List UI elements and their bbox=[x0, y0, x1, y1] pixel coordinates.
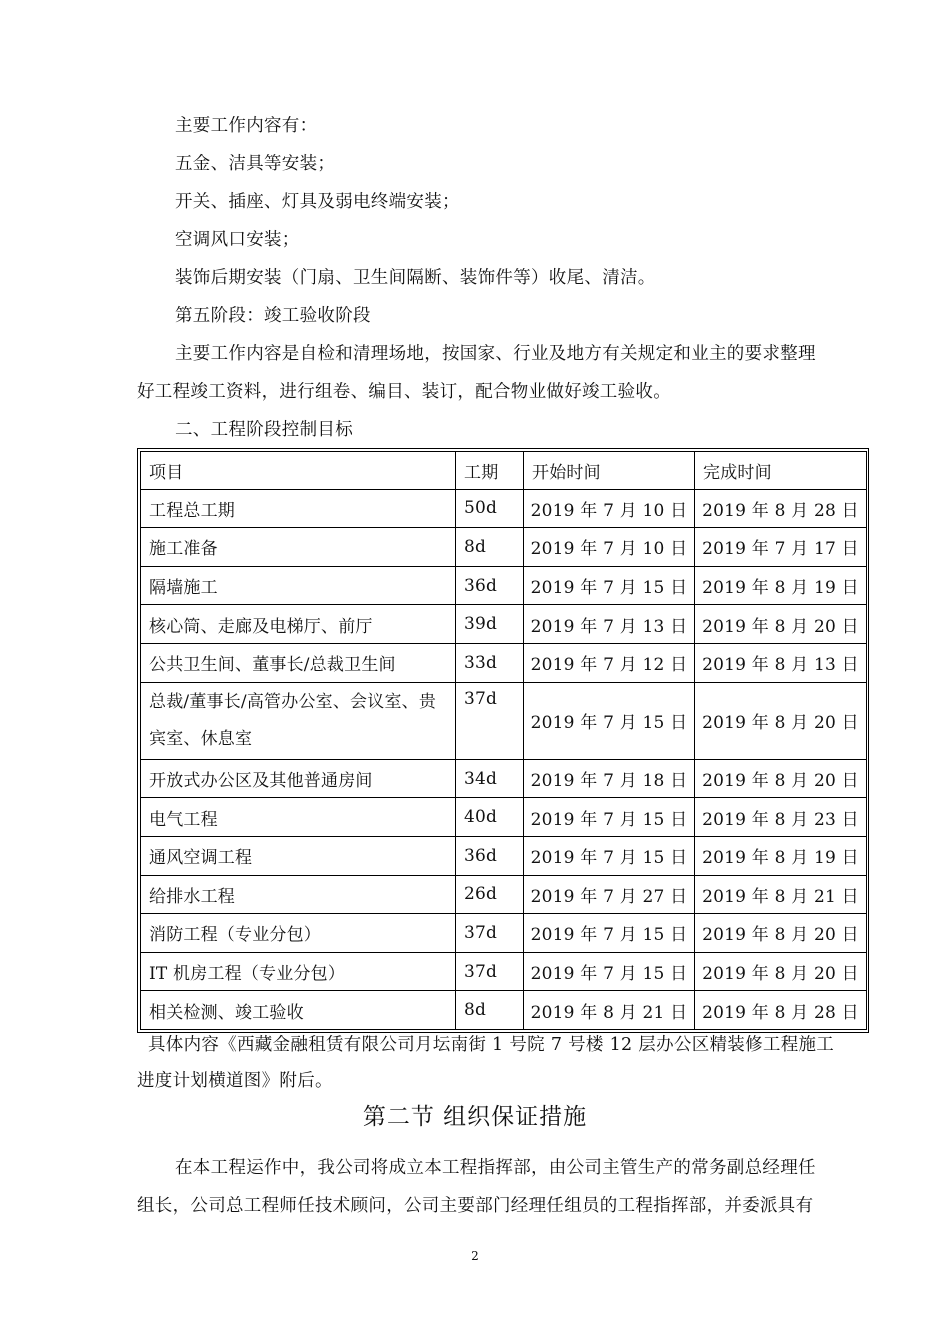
table-cell: 2019 年 8 月 20 日 bbox=[695, 914, 867, 953]
table-row bbox=[141, 991, 867, 1030]
table-cell: 工程总工期 bbox=[141, 489, 456, 528]
table-cell: 2019 年 8 月 23 日 bbox=[695, 798, 867, 837]
table-cell: 50d bbox=[456, 489, 524, 528]
paragraph-5: 装饰后期安装（门扇、卫生间隔断、装饰件等）收尾、清洁。 bbox=[175, 268, 656, 288]
table-cell: 2019 年 7 月 27 日 bbox=[524, 875, 695, 914]
table-cell: 核心筒、走廊及电梯厅、前厅 bbox=[141, 605, 456, 644]
table-cell: 2019 年 7 月 15 日 bbox=[524, 566, 695, 605]
table-cell: 40d bbox=[456, 798, 524, 837]
table-cell: 2019 年 8 月 20 日 bbox=[695, 605, 867, 644]
table-cell: 2019 年 8 月 20 日 bbox=[695, 952, 867, 991]
table-cell: 8d bbox=[456, 528, 524, 567]
table-cell: 隔墙施工 bbox=[141, 566, 456, 605]
table-row bbox=[141, 759, 867, 798]
header-cell-duration: 工期 bbox=[456, 452, 524, 490]
table-cell: 相关检测、竣工验收 bbox=[141, 991, 456, 1030]
table-row bbox=[141, 566, 867, 605]
table-cell: 37d bbox=[456, 914, 524, 953]
table-cell: 2019 年 7 月 18 日 bbox=[524, 759, 695, 798]
table-row bbox=[141, 489, 867, 528]
table-cell: 36d bbox=[456, 836, 524, 875]
header-cell-project: 项目 bbox=[141, 452, 456, 490]
paragraph-6: 第五阶段：竣工验收阶段 bbox=[175, 306, 371, 326]
table-row bbox=[141, 836, 867, 875]
table-cell: 39d bbox=[456, 605, 524, 644]
paragraph-2: 五金、洁具等安装； bbox=[175, 154, 336, 174]
table-row bbox=[141, 798, 867, 837]
paragraph-3: 开关、插座、灯具及弱电终端安装； bbox=[175, 192, 460, 212]
table-cell: 2019 年 7 月 12 日 bbox=[524, 643, 695, 682]
schedule-table-frame bbox=[137, 448, 869, 1033]
body-line-1: 在本工程运作中，我公司将成立本工程指挥部，由公司主管生产的常务副总经理任 bbox=[175, 1158, 816, 1178]
paragraph-4: 空调风口安装； bbox=[175, 230, 300, 250]
paragraph-7-line-1: 主要工作内容是自检和清理场地，按国家、行业及地方有关规定和业主的要求整理 bbox=[175, 344, 816, 364]
table-row bbox=[141, 914, 867, 953]
table-cell: 2019 年 8 月 19 日 bbox=[695, 836, 867, 875]
table-cell: 2019 年 8 月 21 日 bbox=[524, 991, 695, 1030]
page-number: 2 bbox=[471, 1249, 479, 1263]
table-cell: 37d bbox=[456, 952, 524, 991]
table-cell: 2019 年 7 月 15 日 bbox=[524, 682, 695, 759]
table-cell: 总裁/董事长/高管办公室、会议室、贵宾室、休息室 bbox=[141, 682, 456, 759]
table-cell: 消防工程（专业分包） bbox=[141, 914, 456, 953]
schedule-table bbox=[140, 451, 867, 1030]
table-cell: 2019 年 8 月 28 日 bbox=[695, 489, 867, 528]
note-line-1: 具体内容《西藏金融租赁有限公司月坛南街 1 号院 7 号楼 12 层办公区精装修工程施工 bbox=[148, 1035, 835, 1055]
table-row bbox=[141, 528, 867, 567]
table-row bbox=[141, 682, 867, 759]
table-cell: 33d bbox=[456, 643, 524, 682]
table-row bbox=[141, 952, 867, 991]
table-cell: 电气工程 bbox=[141, 798, 456, 837]
note-line-2: 进度计划横道图》附后。 bbox=[137, 1071, 333, 1091]
table-row bbox=[141, 875, 867, 914]
paragraph-7-line-2: 好工程竣工资料，进行组卷、编目、装订，配合物业做好竣工验收。 bbox=[137, 382, 671, 402]
table-cell: 2019 年 7 月 15 日 bbox=[524, 836, 695, 875]
table-cell: 8d bbox=[456, 991, 524, 1030]
table-cell: 26d bbox=[456, 875, 524, 914]
table-cell: 2019 年 7 月 15 日 bbox=[524, 914, 695, 953]
table-cell: 2019 年 7 月 15 日 bbox=[524, 952, 695, 991]
section-heading: 第二节 组织保证措施 bbox=[362, 1104, 588, 1130]
table-cell: 公共卫生间、董事长/总裁卫生间 bbox=[141, 643, 456, 682]
table-cell: 36d bbox=[456, 566, 524, 605]
table-header-row bbox=[141, 452, 867, 490]
table-cell: 37d bbox=[456, 682, 524, 759]
paragraph-1: 主要工作内容有： bbox=[175, 116, 318, 136]
paragraph-8: 二、工程阶段控制目标 bbox=[175, 420, 353, 440]
table-cell: 2019 年 8 月 20 日 bbox=[695, 759, 867, 798]
table-cell: 2019 年 7 月 10 日 bbox=[524, 489, 695, 528]
table-cell: 2019 年 7 月 15 日 bbox=[524, 798, 695, 837]
table-cell: 施工准备 bbox=[141, 528, 456, 567]
header-cell-start: 开始时间 bbox=[524, 452, 695, 490]
table-cell: 2019 年 8 月 19 日 bbox=[695, 566, 867, 605]
table-cell: 2019 年 8 月 20 日 bbox=[695, 682, 867, 759]
table-cell: 2019 年 8 月 21 日 bbox=[695, 875, 867, 914]
table-cell: 34d bbox=[456, 759, 524, 798]
table-cell: 开放式办公区及其他普通房间 bbox=[141, 759, 456, 798]
table-cell: 2019 年 8 月 13 日 bbox=[695, 643, 867, 682]
table-cell: 2019 年 8 月 28 日 bbox=[695, 991, 867, 1030]
table-row bbox=[141, 643, 867, 682]
header-cell-finish: 完成时间 bbox=[695, 452, 867, 490]
table-cell: 2019 年 7 月 17 日 bbox=[695, 528, 867, 567]
table-cell: 2019 年 7 月 10 日 bbox=[524, 528, 695, 567]
table-cell: 给排水工程 bbox=[141, 875, 456, 914]
body-line-2: 组长，公司总工程师任技术顾问，公司主要部门经理任组员的工程指挥部，并委派具有 bbox=[137, 1196, 814, 1216]
table-cell: 通风空调工程 bbox=[141, 836, 456, 875]
table-row bbox=[141, 605, 867, 644]
table-cell: 2019 年 7 月 13 日 bbox=[524, 605, 695, 644]
table-cell: IT 机房工程（专业分包） bbox=[141, 952, 456, 991]
